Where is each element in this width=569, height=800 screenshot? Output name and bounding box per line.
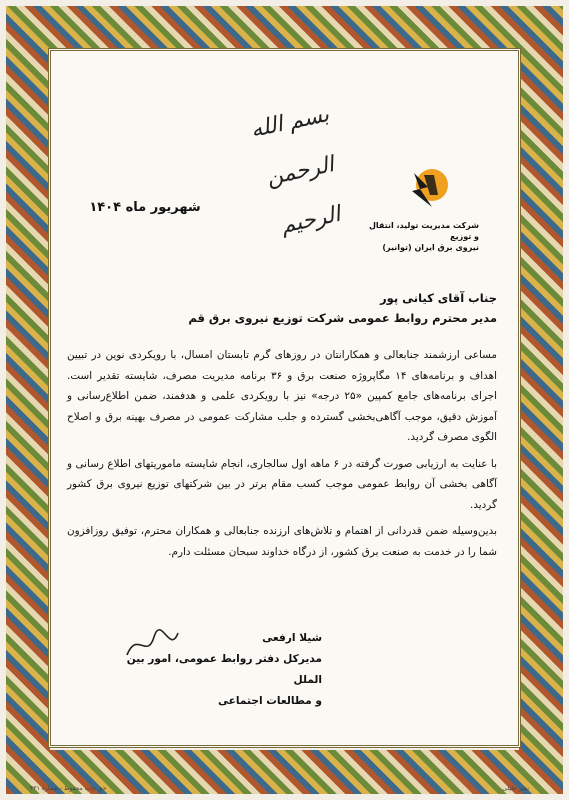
- tavanir-logo-icon: [394, 165, 454, 215]
- company-logo-block: [369, 165, 479, 253]
- signature-block: [122, 628, 322, 712]
- body-paragraph-3: بدین‌وسیله ضمن قدردانی از اهتمام و تلاش‌های ارزنده جنابعالی و همکاران محترم، توفیق روزافزون شما را در خدمت به صنعت برق کشور، از درگاه خداوند سبحان مسئلت دارم.: [67, 525, 497, 558]
- signatory-title-line2: و مطالعات اجتماعی: [217, 695, 322, 707]
- basmala-calligraphy: بسم الله الرحمن الرحیم: [248, 102, 343, 239]
- body-paragraph-2: با عنایت به ارزیابی صورت گرفته در ۶ ماهه اول سالجاری، انجام شایسته ماموریتهای اطلاع رسانی و آگاهی بخشی آن روابط عمومی موجب کسب مقام برتر در بین شرکتهای توزیع نیروی برق کشور گردید.: [67, 457, 497, 511]
- letter-body: [67, 345, 497, 568]
- company-name-line1: شرکت مدیریت تولید، انتقال و توزیع: [368, 221, 479, 241]
- letter-date: شهریور ماه ۱۴۰۴: [89, 200, 201, 215]
- signatory-title-line1: مدیرکل دفتر روابط عمومی، امور بین الملل: [126, 653, 322, 686]
- footer-publisher: نشر جلیلی: [502, 785, 529, 792]
- recipient-name: جناب آقای کیانی پور: [380, 291, 497, 305]
- footer-print-note: حق چاپ محفوظ - شماره ۴۳۱: [30, 785, 107, 792]
- company-name-line2: نیروی برق ایران (توانیر): [382, 243, 479, 252]
- signatory-name: شیلا ارفعی: [262, 632, 322, 644]
- body-paragraph-1: مساعی ارزشمند جنابعالی و همکارانتان در روزهای گرم تابستان امسال، با رویکردی نوین در تبیین اهداف و برنامه‌های ۱۴ مگاپروژه صنعت برق و ۳۶ برنامه مدیریت مصرف، شایسته تقدیر است. اجرای برنامه‌های جامع کمپین «۲۵ درجه» نیز با رویکردی علمی و هدفمند، ضمن اطلاع‌رسانی و آموزش دقیق، موجب آگاهی‌بخشی گسترده و جلب مشارکت عمومی در مصرف بهینه برق و اصلاح الگوی مصرف گردید.: [67, 349, 497, 443]
- recipient-title: مدیر محترم روابط عمومی شرکت توزیع نیروی برق قم: [188, 311, 497, 325]
- recipient-block: [77, 288, 497, 328]
- letter-content: [60, 60, 509, 740]
